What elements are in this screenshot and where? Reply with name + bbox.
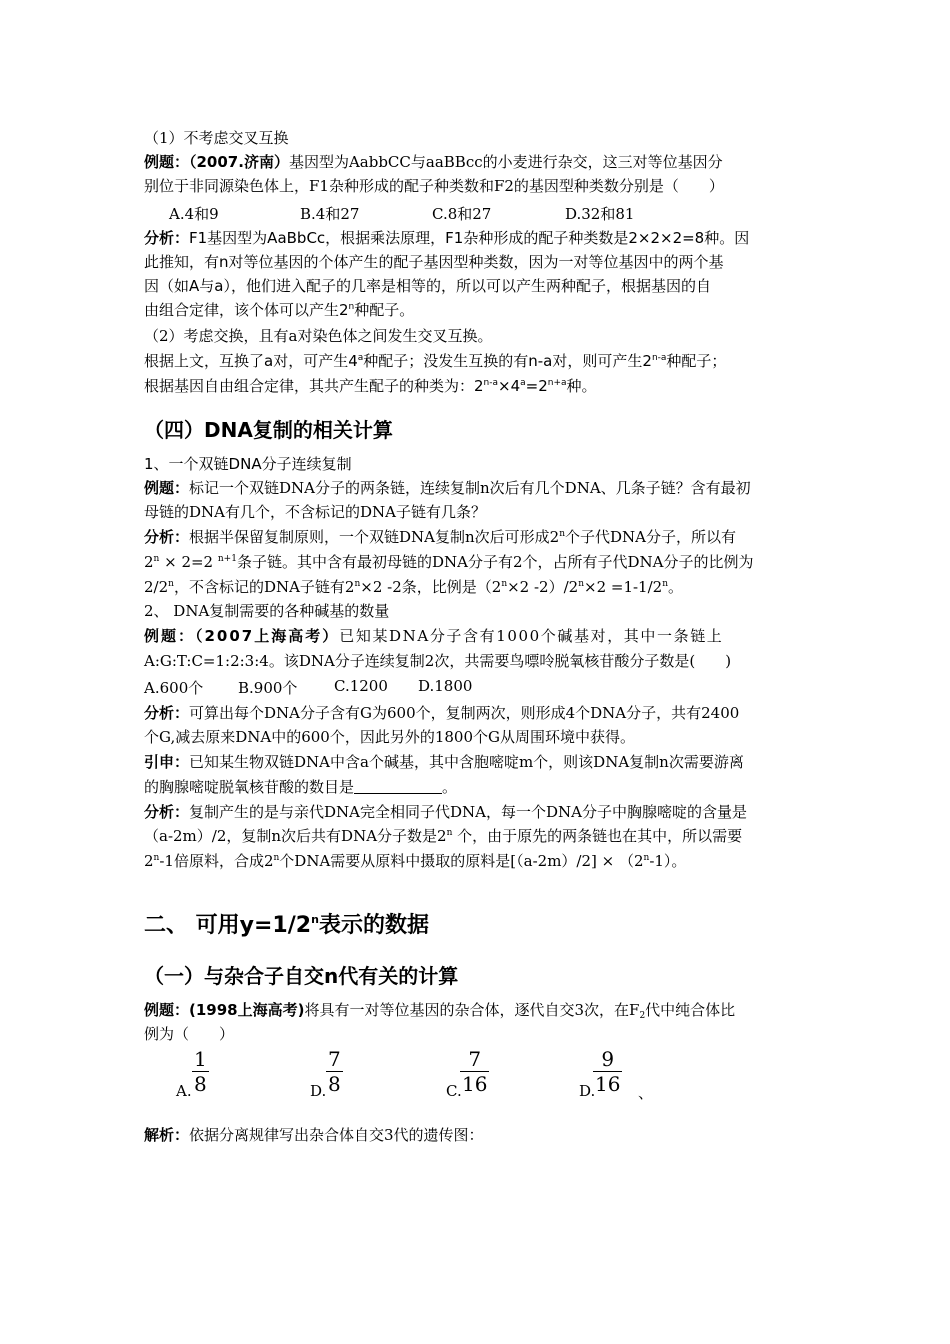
- option-b: B.4和27: [300, 205, 360, 223]
- paragraph: 1、一个双链DNA分子连续复制: [144, 455, 352, 473]
- analysis-label: 分析：: [144, 528, 190, 546]
- example-label: 例题：（2007上海高考）: [144, 627, 340, 645]
- paragraph: 根据基因自由组合定律，其共产生配子的种类为：$2^{n-a}\times 4^a=2^{n+a}$种。: [144, 377, 597, 395]
- example-line: 例题：（2007.济南）基因型为AabbCC与aaBBcc的小麦进行杂交，这三对等位基因分: [144, 153, 723, 171]
- example-label: 例题：(1998上海高考): [144, 1001, 305, 1019]
- trailing-mark: 、: [638, 1084, 654, 1102]
- solution-line: 解析：依据分离规律写出杂合体自交3代的遗传图：: [144, 1126, 484, 1144]
- paragraph: 根据上文，互换了a对，可产生4$^a$种配子；没发生互换的有n-a对，则可产生2$^{n-a}$种配子；: [144, 352, 727, 370]
- paragraph: 别位于非同源染色体上，F1杂种形成的配子种类数和F2的基因型种类数分别是（ ）: [144, 177, 724, 195]
- analysis-label: 分析：: [144, 704, 190, 722]
- analysis-line: 分析：可算出每个DNA分子含有G为600个，复制两次，则形成4个DNA分子，共有2400: [144, 704, 740, 722]
- option-d: D.1800: [418, 677, 473, 695]
- paragraph: 由组合定律，该个体可以产生2$^n$种配子。: [144, 301, 415, 319]
- paragraph: （a-2m）/2，复制n次后共有DNA分子数是2$^n$ 个，由于原先的两条链也在其中，所以需要: [144, 827, 743, 845]
- extension-line: 引申：已知某生物双链DNA中含a个碱基，其中含胞嘧啶m个，则该DNA复制n次需要游离: [144, 753, 744, 771]
- option-d: D.32和81: [565, 205, 635, 223]
- option-letter: D.: [579, 1082, 596, 1100]
- fraction: 7 8: [328, 1047, 341, 1096]
- extension-label: 引申：: [144, 753, 190, 771]
- chapter-heading: 二、 可用$y=1/2^n$表示的数据: [144, 913, 429, 938]
- section-heading: （一）与杂合子自交n代有关的计算: [144, 964, 459, 988]
- example-label: 例题：（2007.济南）: [144, 153, 289, 171]
- analysis-label: 分析：: [144, 229, 190, 247]
- option-a: A.600个: [144, 679, 204, 697]
- answer-blank: [354, 779, 442, 794]
- paragraph: （2）考虑交换，且有a对染色体之间发生交叉互换。: [144, 327, 493, 345]
- option-b: B.900个: [238, 679, 298, 697]
- option-letter: D.: [310, 1082, 327, 1100]
- section-heading: （四）DNA复制的相关计算: [144, 418, 393, 442]
- option-letter: C.: [446, 1082, 462, 1100]
- paragraph: 2/2$^n$，不含标记的DNA子链有$2^n\times 2$ -2条，比例是（$2^n\times 2$ $-2)/2^n\times 2 =1-1/2^n$。: [144, 578, 684, 596]
- paragraph: 2、 DNA复制需要的各种碱基的数量: [144, 602, 390, 620]
- example-line: 例题：(1998上海高考)将具有一对等位基因的杂合体，逐代自交3次，在$F_2$代中纯合体比: [144, 1001, 736, 1021]
- analysis-line: 分析：复制产生的是与亲代DNA完全相同子代DNA，每一个DNA分子中胸腺嘧啶的含量是: [144, 803, 747, 821]
- example-line: 例题：（2007上海高考）已知某DNA分子含有1000个碱基对，其中一条链上: [144, 627, 724, 645]
- analysis-label: 分析：: [144, 803, 190, 821]
- example-label: 例题：: [144, 479, 190, 497]
- paragraph: 个G,减去原来DNA中的600个，因此另外的1800个G从周围环境中获得。: [144, 728, 635, 746]
- paragraph: 此推知，有n对等位基因的个体产生的配子基因型种类数，因为一对等位基因中的两个基: [144, 253, 724, 271]
- paragraph: $2^n \times 2=2$ $^{n+1}$条子链。其中含有最初母链的DNA分子有2个，占所有子代DNA分子的比例为: [144, 553, 754, 571]
- option-c: C.8和27: [432, 205, 492, 223]
- paragraph: 因（如A与a），他们进入配子的几率是相等的，所以可以产生两种配子，根据基因的自: [144, 277, 711, 295]
- option-letter: A.: [176, 1082, 192, 1100]
- fraction: 9 16: [595, 1047, 621, 1096]
- paragraph: A:G:T:C=1:2:3:4。该DNA分子连续复制2次，共需要鸟嘌呤脱氧核苷酸分子数是( ): [144, 652, 732, 670]
- fraction: 1 8: [194, 1047, 207, 1096]
- fraction: 7 16: [462, 1047, 488, 1096]
- paragraph: （1）不考虑交叉互换: [144, 129, 289, 147]
- solution-label: 解析：: [144, 1126, 190, 1144]
- option-c: C.1200: [334, 677, 388, 695]
- option-a: A.4和9: [169, 205, 219, 223]
- paragraph: 例为（ ）: [144, 1025, 235, 1043]
- analysis-line: 分析：F1基因型为AaBbCc，根据乘法原理，F1杂种形成的配子种类数是2×2×2=8种。因: [144, 229, 750, 247]
- example-line: 例题：标记一个双链DNA分子的两条链，连续复制n次后有几个DNA、几条子链？含有最初: [144, 479, 751, 497]
- paragraph: 2$^n$-1倍原料，合成2$^n$个DNA需要从原料中摄取的原料是$[(a-2m)/2] \times (2^n-1)$。: [144, 852, 687, 870]
- analysis-line: 分析：根据半保留复制原则，一个双链DNA复制n次后可形成2$^n$个子代DNA分子，所以有: [144, 528, 737, 546]
- paragraph: 母链的DNA有几个，不含标记的DNA子链有几条？: [144, 503, 486, 521]
- paragraph: 的胸腺嘧啶脱氧核苷酸的数目是 。: [144, 778, 458, 796]
